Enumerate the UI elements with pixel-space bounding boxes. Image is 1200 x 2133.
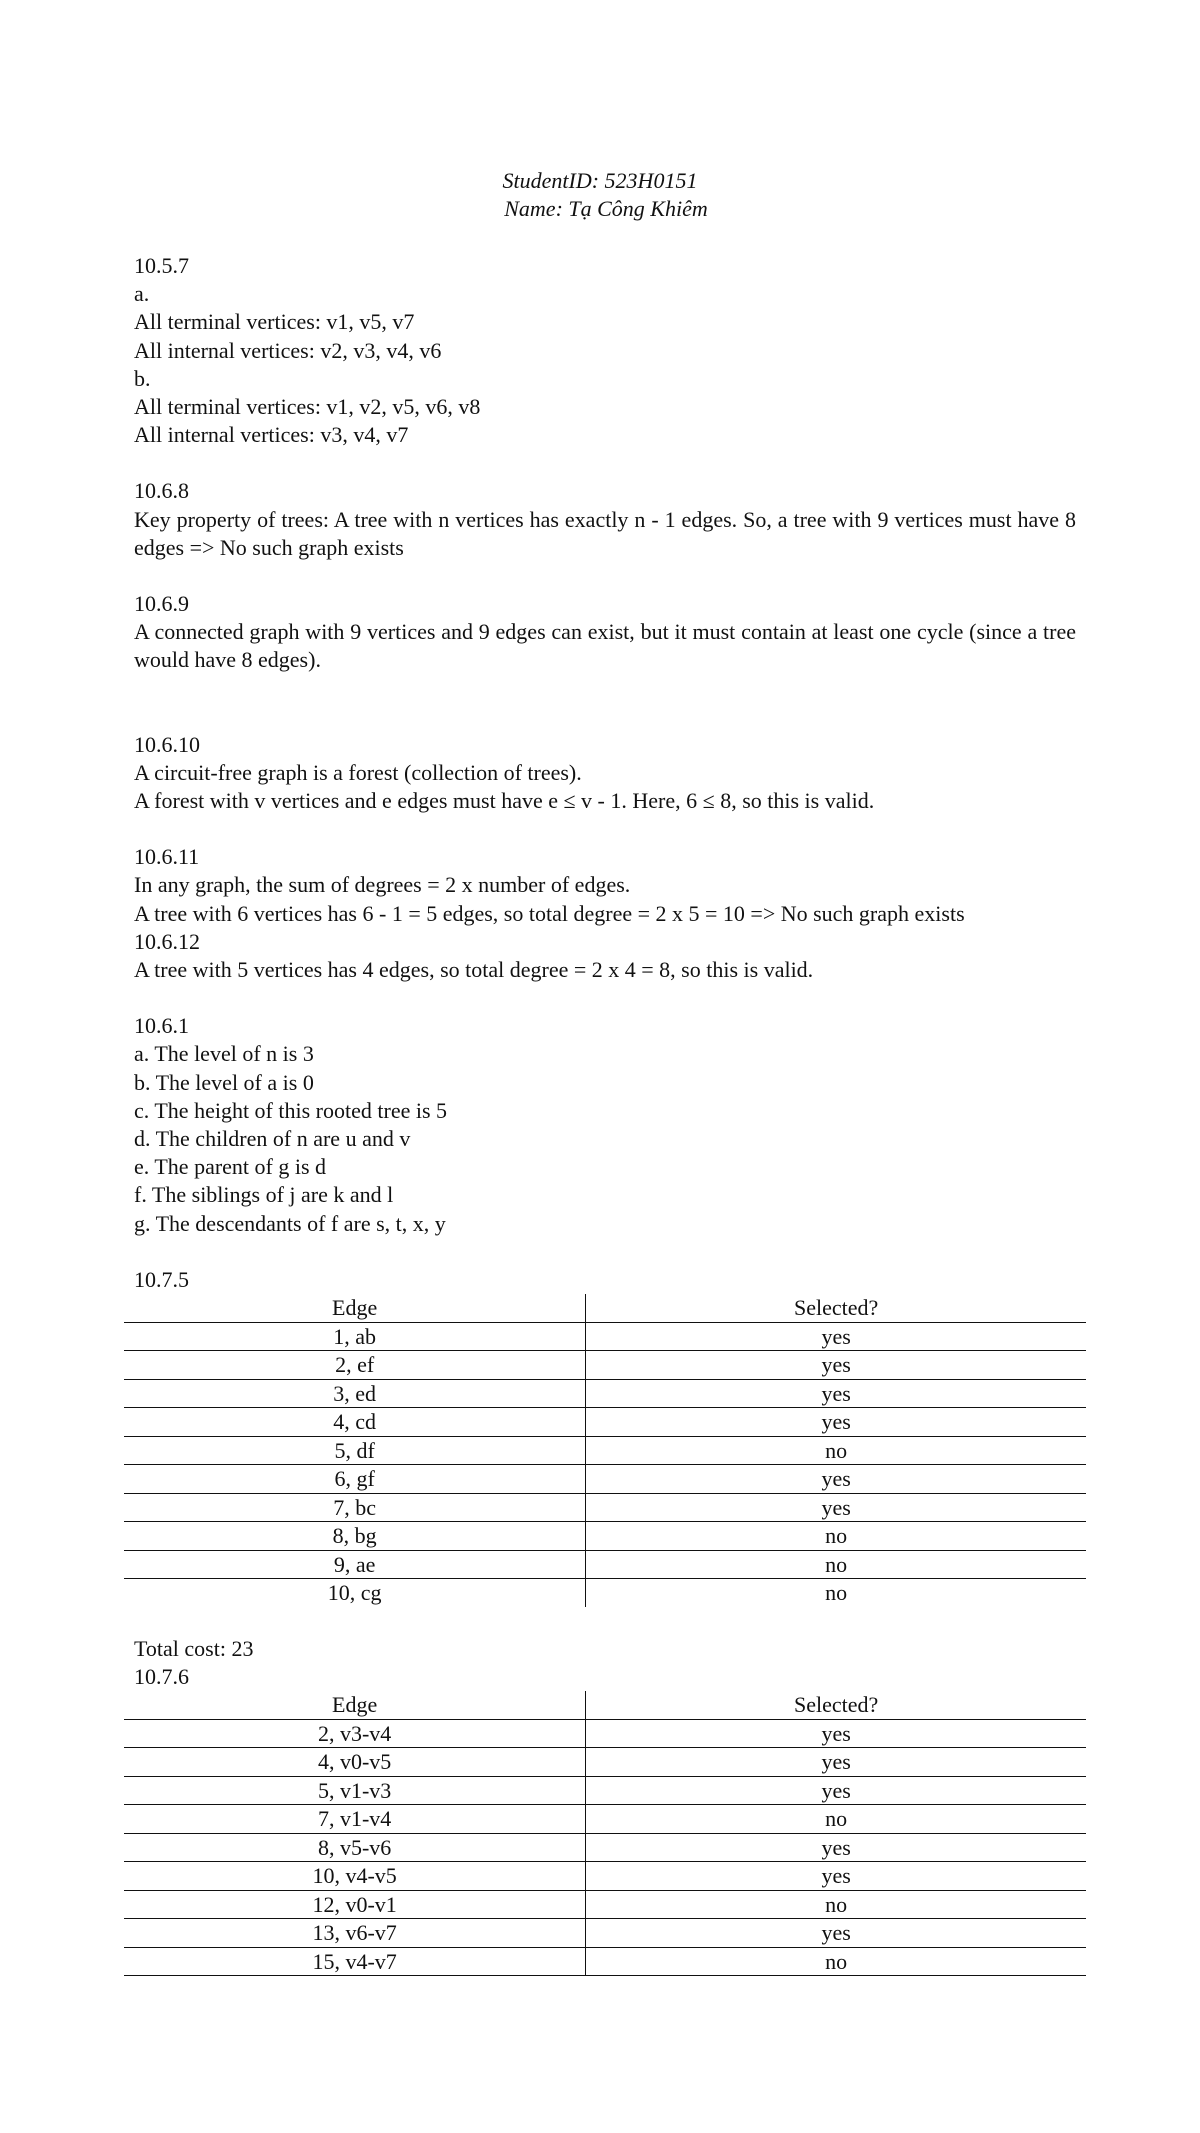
column-header-edge: Edge xyxy=(124,1294,586,1322)
selected-cell: no xyxy=(586,1436,1086,1465)
section-10-6-9 xyxy=(134,590,1076,675)
selected-cell: yes xyxy=(586,1465,1086,1494)
selected-cell: yes xyxy=(586,1351,1086,1380)
edge-cell: 7, bc xyxy=(124,1493,586,1522)
selected-cell: yes xyxy=(586,1322,1086,1351)
edge-cell: 6, gf xyxy=(124,1465,586,1494)
part-b-internal: All internal vertices: v3, v4, v7 xyxy=(134,422,409,448)
part-a-terminal: All terminal vertices: v1, v5, v7 xyxy=(134,309,415,335)
section-10-6-8 xyxy=(134,477,1076,562)
list-item: e. The parent of g is d xyxy=(134,1154,327,1180)
document-header xyxy=(0,167,1200,223)
selected-cell: no xyxy=(586,1805,1086,1834)
selected-cell: yes xyxy=(586,1719,1086,1748)
edge-cell: 3, ed xyxy=(124,1379,586,1408)
table-row xyxy=(124,1719,1086,1748)
section-title: 10.5.7 xyxy=(134,253,189,278)
table-row xyxy=(124,1805,1086,1834)
edge-cell: 13, v6-v7 xyxy=(124,1919,586,1948)
edge-cell: 12, v0-v1 xyxy=(124,1890,586,1919)
section-line: A forest with v vertices and e edges must have e ≤ v - 1. Here, 6 ≤ 8, so this is valid. xyxy=(134,788,875,814)
column-header-selected: Selected? xyxy=(586,1691,1086,1719)
table-row xyxy=(124,1379,1086,1408)
table-row xyxy=(124,1322,1086,1351)
edge-cell: 1, ab xyxy=(124,1322,586,1351)
list-item: g. The descendants of f are s, t, x, y xyxy=(134,1210,446,1236)
section-10-6-11 xyxy=(134,843,1076,928)
section-title: 10.7.6 xyxy=(134,1663,189,1689)
selected-cell: no xyxy=(586,1522,1086,1551)
table-row xyxy=(124,1579,1086,1607)
selected-cell: yes xyxy=(586,1748,1086,1777)
list-item: b. The level of a is 0 xyxy=(134,1069,314,1095)
table-row xyxy=(124,1776,1086,1805)
student-name: Name: Tạ Công Khiêm xyxy=(504,196,708,221)
section-10-5-7 xyxy=(134,252,1076,449)
selected-cell: yes xyxy=(586,1919,1086,1948)
part-a-label: a. xyxy=(134,281,150,307)
section-10-7-6 xyxy=(134,1663,1076,1976)
selected-cell: no xyxy=(825,1580,848,1606)
table-row xyxy=(124,1862,1086,1891)
section-title: 10.6.9 xyxy=(134,591,189,617)
selected-cell: no xyxy=(586,1550,1086,1579)
section-title: 10.6.1 xyxy=(134,1013,189,1039)
edge-cell: 9, ae xyxy=(124,1550,586,1579)
section-line: A tree with 6 vertices has 6 - 1 = 5 edges, so total degree = 2 x 5 = 10 => No such graph exists xyxy=(134,900,965,926)
table-row xyxy=(124,1408,1086,1437)
list-item: a. The level of n is 3 xyxy=(134,1041,314,1067)
section-title: 10.6.12 xyxy=(134,928,200,954)
document-body xyxy=(134,252,1076,1976)
table-row xyxy=(124,1550,1086,1579)
list-item: c. The height of this rooted tree is 5 xyxy=(134,1097,448,1123)
student-id: StudentID: 523H0151 xyxy=(502,168,698,193)
section-10-6-12 xyxy=(134,928,1076,984)
edge-cell: 15, v4-v7 xyxy=(124,1947,586,1976)
edge-cell: 4, cd xyxy=(124,1408,586,1437)
section-title: 10.6.10 xyxy=(134,731,200,757)
column-header-edge: Edge xyxy=(124,1691,586,1719)
section-10-6-10 xyxy=(134,731,1076,816)
selected-cell: no xyxy=(586,1947,1086,1976)
section-title: 10.7.5 xyxy=(134,1266,189,1292)
section-10-7-5 xyxy=(134,1266,1076,1663)
edge-cell: 4, v0-v5 xyxy=(124,1748,586,1777)
section-title: 10.6.11 xyxy=(134,844,200,870)
table-row xyxy=(124,1947,1086,1976)
edge-cell: 7, v1-v4 xyxy=(124,1805,586,1834)
selected-cell: yes xyxy=(586,1776,1086,1805)
edge-table-10-7-5 xyxy=(124,1294,1086,1607)
table-row xyxy=(124,1351,1086,1380)
selected-cell: yes xyxy=(586,1379,1086,1408)
table-header-row xyxy=(124,1294,1086,1322)
table-row xyxy=(124,1436,1086,1465)
selected-cell: yes xyxy=(586,1493,1086,1522)
edge-cell: 2, ef xyxy=(124,1351,586,1380)
column-header-selected: Selected? xyxy=(586,1294,1086,1322)
section-title: 10.6.8 xyxy=(134,478,189,504)
table-row xyxy=(124,1748,1086,1777)
selected-cell: yes xyxy=(586,1862,1086,1891)
selected-cell: no xyxy=(586,1890,1086,1919)
list-item: d. The children of n are u and v xyxy=(134,1126,411,1152)
selected-cell: yes xyxy=(586,1408,1086,1437)
table-row xyxy=(124,1522,1086,1551)
part-b-terminal: All terminal vertices: v1, v2, v5, v6, v8 xyxy=(134,394,481,420)
table-row xyxy=(124,1833,1086,1862)
table-row xyxy=(124,1493,1086,1522)
table-row xyxy=(124,1890,1086,1919)
part-b-label: b. xyxy=(134,365,151,391)
table-row xyxy=(124,1465,1086,1494)
edge-cell: 2, v3-v4 xyxy=(124,1719,586,1748)
edge-cell: 5, df xyxy=(124,1436,586,1465)
edge-cell: 5, v1-v3 xyxy=(124,1776,586,1805)
part-a-internal: All internal vertices: v2, v3, v4, v6 xyxy=(134,337,442,363)
section-text: Key property of trees: A tree with n vertices has exactly n - 1 edges. So, a tree with 9 vertices must have 8 edges => No such graph exists xyxy=(134,506,1076,560)
edge-table-10-7-6 xyxy=(124,1691,1086,1976)
table-row xyxy=(124,1919,1086,1948)
edge-cell: 8, bg xyxy=(124,1522,586,1551)
selected-cell: yes xyxy=(586,1833,1086,1862)
edge-cell: 10, cg xyxy=(124,1579,586,1607)
section-text: A connected graph with 9 vertices and 9 edges can exist, but it must contain at least one cycle (since a tree would have 8 edges). xyxy=(134,619,1076,673)
total-cost: Total cost: 23 xyxy=(134,1635,254,1661)
edge-cell: 8, v5-v6 xyxy=(124,1833,586,1862)
section-line: In any graph, the sum of degrees = 2 x number of edges. xyxy=(134,872,631,898)
section-line: A circuit-free graph is a forest (collection of trees). xyxy=(134,759,582,785)
section-line: A tree with 5 vertices has 4 edges, so total degree = 2 x 4 = 8, so this is valid. xyxy=(134,957,814,983)
edge-cell: 10, v4-v5 xyxy=(124,1862,586,1891)
section-10-6-1 xyxy=(134,1012,1076,1238)
table-header-row xyxy=(124,1691,1086,1719)
list-item: f. The siblings of j are k and l xyxy=(134,1182,394,1208)
